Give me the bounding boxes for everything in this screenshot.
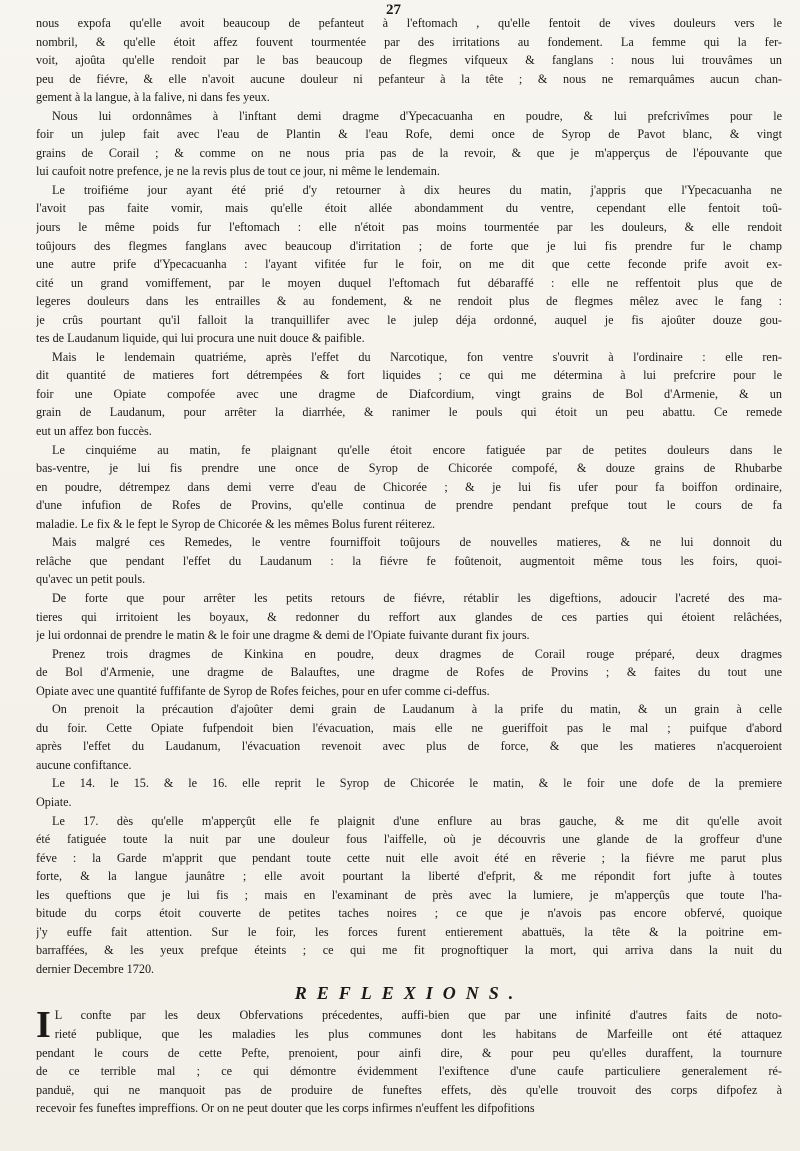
- text-line: après l'effet du Laudanum, l'évacuation revenoit avec plus de force, & que les matieres n'acqueroient: [36, 739, 782, 754]
- text-line: bitude du corps étoit couverte de petites taches noires ; ce que je n'avois pas encore obfervé, quoique: [36, 906, 782, 921]
- text-line: jours le même poids fur l'eftomach : elle n'étoit pas moins tourmentée par les douleurs, & elle rendoit: [36, 220, 782, 235]
- text-line: du foir. Cette Opiate fufpendoit bien l'évacuation, mais elle ne gueriffoit pas le mal ; puifque d'abord: [36, 720, 782, 735]
- text-line: nombril, & qu'elle étoit affez fouvent tourmentée par des irritations au fondement. La femme qui la fer-: [36, 34, 782, 49]
- text-line: panduë, qui ne manquoit pas de produire de funeftes effets, dès qu'elle trouvoit des corps difpofez à: [36, 1082, 782, 1097]
- text-line: recevoir fes funeftes impreffions. Or on ne peut douter que les corps infirmes n'euffent les difpofitions: [36, 1101, 535, 1116]
- paragraph-8: [36, 645, 782, 701]
- text-line: lui caufoit notre prefence, je ne la revis plus de tout ce jour, ni même le lendemain.: [36, 164, 440, 179]
- paragraph-10: [36, 774, 782, 811]
- text-line: cité un grand vomiffement, par le moyen duquel l'eftomach fut débaraffé : elle ne reffentoit plus que de: [36, 275, 782, 290]
- text-line: grains de Corail ; & comme on ne nous pria pas de la revoir, & que je m'apperçus de l'épouvante que: [36, 145, 782, 160]
- text-line: Nous lui ordonnâmes à l'inftant demi dragme d'Ypecacuanha en poudre, & lui prefcrivîmes pour le: [52, 108, 782, 123]
- text-line: aucune confiftance.: [36, 757, 132, 772]
- text-line: Prenez trois dragmes de Kinkina en poudre, deux dragmes de Corail rouge préparé, deux dragmes: [52, 646, 782, 661]
- text-line: foir une Opiate compofée avec une dragme de Diafcordium, vingt grains de Bol d'Armenie, & un: [36, 386, 782, 401]
- text-line: Mais le lendemain quatriéme, après l'effet du Narcotique, fon ventre s'ouvrit à l'ordinaire : elle ren-: [52, 349, 782, 364]
- text-line: qu'avec un petit pouls.: [36, 572, 146, 587]
- text-line: peu de fiévre, & elle n'avoit aucune douleur ni pefanteur à la tête ; & nous ne remarquâmes aucun chan-: [36, 71, 782, 86]
- drop-cap: I: [36, 1004, 51, 1047]
- text-line: toûjours des flegmes fanglans avec beaucoup d'irritation ; de forte que je lui fis prendre fur le champ: [36, 238, 782, 253]
- text-line: rieté publique, que les maladies les plus communes dont les habitans de Marfeille ont été attaquez: [54, 1026, 782, 1041]
- text-line: Le cinquiéme au matin, fe plaignant qu'elle étoit encore fatiguée par de petites douleurs dans le: [52, 442, 782, 457]
- paragraph-11: [36, 812, 782, 979]
- text-line: pendant le cours de cette Pefte, prenoient, pour ainfi dire, & pour peu qu'elles duraffent, la tournure: [36, 1045, 782, 1060]
- paragraph-9: [36, 700, 782, 774]
- text-line: legeres douleurs dans les entrailles & au fondement, & ne rendoit plus de flegmes mêlez avec le fang :: [36, 294, 782, 309]
- section-heading: REFLEXIONS.: [294, 983, 524, 1004]
- paragraph-1: [36, 14, 782, 107]
- paragraph-7: [36, 589, 782, 645]
- text-line: On prenoit la précaution d'ajoûter demi grain de Laudanum à la prife du matin, & un grain à celle: [52, 702, 782, 717]
- text-line: voit, ajoûta qu'elle rendoit par le bas beaucoup de flegmes vifqueux & fanglans : nous lui trouvâmes un: [36, 53, 782, 68]
- paragraph-5: [36, 441, 782, 534]
- paragraph-3: [36, 181, 782, 348]
- text-line: les queftions que je lui fis ; mais en l'examinant de près avec la lumiere, je m'apperçûs que toute l'ha-: [36, 887, 782, 902]
- text-line: une autre prife d'Ypecacuanha : l'ayant vifitée fur le foir, on me dit que cette feconde prife avoit ex-: [36, 257, 782, 272]
- text-line: Le troifiéme jour ayant été prié d'y retourner à dix heures du matin, j'appris que l'Ypecacuanha ne: [52, 182, 782, 197]
- text-line: De forte que pour arrêter les petits retours de fiévre, rétablir les digeftions, adoucir l'acreté des ma-: [52, 590, 782, 605]
- text-line: maladie. Le fix & le fept le Syrop de Chicorée & les mêmes Bolus furent réiterez.: [36, 516, 436, 531]
- paragraph-6: [36, 533, 782, 589]
- text-line: nous expofa qu'elle avoit beaucoup de pefanteut à l'eftomach , qu'elle fentoit de vives douleurs vers le: [36, 16, 782, 30]
- text-line: grain de Laudanum, pour arrêter la diarrhée, & ranimer le pouls qui étoit un peu abattu. Ce remede: [36, 405, 782, 420]
- text-line: Le 14. le 15. & le 16. elle reprit le Syrop de Chicorée le matin, & le foir une dofe de la premiere: [52, 776, 782, 791]
- page-number: 27: [386, 2, 401, 18]
- text-line: relâche que pendant l'effet du Laudanum : la fiévre fe foûtenoit, augmentoit même tous les foirs, quoi-: [36, 553, 782, 568]
- text-line: Mais malgré ces Remedes, le ventre fourniffoit toûjours de nouvelles matieres, & ne lui donnoit du: [52, 535, 782, 550]
- paragraph-4: [36, 348, 782, 441]
- text-line: Opiate avec une quantité fuffifante de Syrop de Rofes feiches, pour en ufer comme ci-deffus.: [36, 683, 490, 698]
- text-line: forte, & la langue jaunâtre ; elle avoit pourtant la liberté d'efprit, & me répondit fort jufte à toutes: [36, 869, 782, 884]
- text-line: été fatiguée toute la nuit par une douleur fous l'aiffelle, où je découvris une glande de la groffeur d'une: [36, 832, 782, 847]
- text-line: de ce terrible mal ; ce qui démontre évidemment l'exiftence d'une caufe particuliere generalement ré-: [36, 1064, 782, 1079]
- text-line: Le 17. dès qu'elle m'apperçût elle fe plaignit d'une enflure au bras gauche, & me dit qu'elle avoit: [52, 813, 782, 828]
- paragraph-12: [36, 1006, 782, 1117]
- text-line: dernier Decembre 1720.: [36, 961, 155, 976]
- text-line: Opiate.: [36, 794, 72, 809]
- body-text: [36, 14, 782, 1118]
- text-line: d'une infufion de Rofes de Provins, qu'elle continua de prendre pendant prefque tout le cours de fa: [36, 498, 782, 513]
- text-line: tes de Laudanum liquide, qui lui procura une nuit douce & paifible.: [36, 331, 365, 346]
- text-line: bas-ventre, je lui fis prendre une once de Syrop de Chicorée compofé, & douze grains de Rhubarbe: [36, 461, 782, 476]
- text-line: dit quantité de matieres fort détrempées & fort liquides ; ce qui me détermina à lui prefcrire pour le: [36, 368, 782, 383]
- text-line: L confte par les deux Obfervations précedentes, auffi-bien que par une infinité d'autres faits de noto-: [54, 1008, 782, 1023]
- text-line: gement à la langue, à la falive, ni dans fes yeux.: [36, 90, 270, 105]
- text-line: de Bol d'Armenie, une dragme de Balauftes, une dragme de Rofes de Provins ; & faites du tout une: [36, 665, 782, 680]
- paragraph-2: [36, 107, 782, 181]
- text-line: foir un julep fait avec l'eau de Plantin & l'eau Rofe, demi once de Syrop de Pavot blanc, & vingt: [36, 127, 782, 142]
- text-line: barraffées, & les yeux prefque éteints ; ce qui me fit prognoftiquer la mort, qui arriva dans la nuit du: [36, 943, 782, 958]
- text-line: j'y euffe fait attention. Sur le foir, les forces furent entierement abattuës, la tête & la poitrine em-: [36, 924, 782, 939]
- paragraph-12-lines: [36, 1006, 782, 1117]
- text-line: eut un affez bon fuccès.: [36, 424, 152, 439]
- text-line: je lui ordonnai de prendre le matin & le foir une dragme & demi de l'Opiate fuivante durant fix jours.: [36, 628, 530, 643]
- text-line: féve : la Garde m'apprit que pendant toute cette nuit elle avoit été en rêverie ; la fiévre me parut plus: [36, 850, 782, 865]
- text-line: je crûs pourtant qu'il falloit la tranquillifer avec le julep déja ordonné, auquel je fis ajoûter douze gou-: [36, 312, 782, 327]
- text-line: en poudre, détrempez dans demi verre d'eau de Chicorée ; & je lui fis ufer pour fa boiffon ordinaire,: [36, 479, 782, 494]
- text-line: l'avoit pas faite vomir, mais qu'elle étoit allée abondamment du ventre, cependant elle fentoit toû-: [36, 201, 782, 216]
- text-line: tieres qui irritoient les boyaux, & redonner du reffort aux glandes de ces parties qui étoient relâchées,: [36, 609, 782, 624]
